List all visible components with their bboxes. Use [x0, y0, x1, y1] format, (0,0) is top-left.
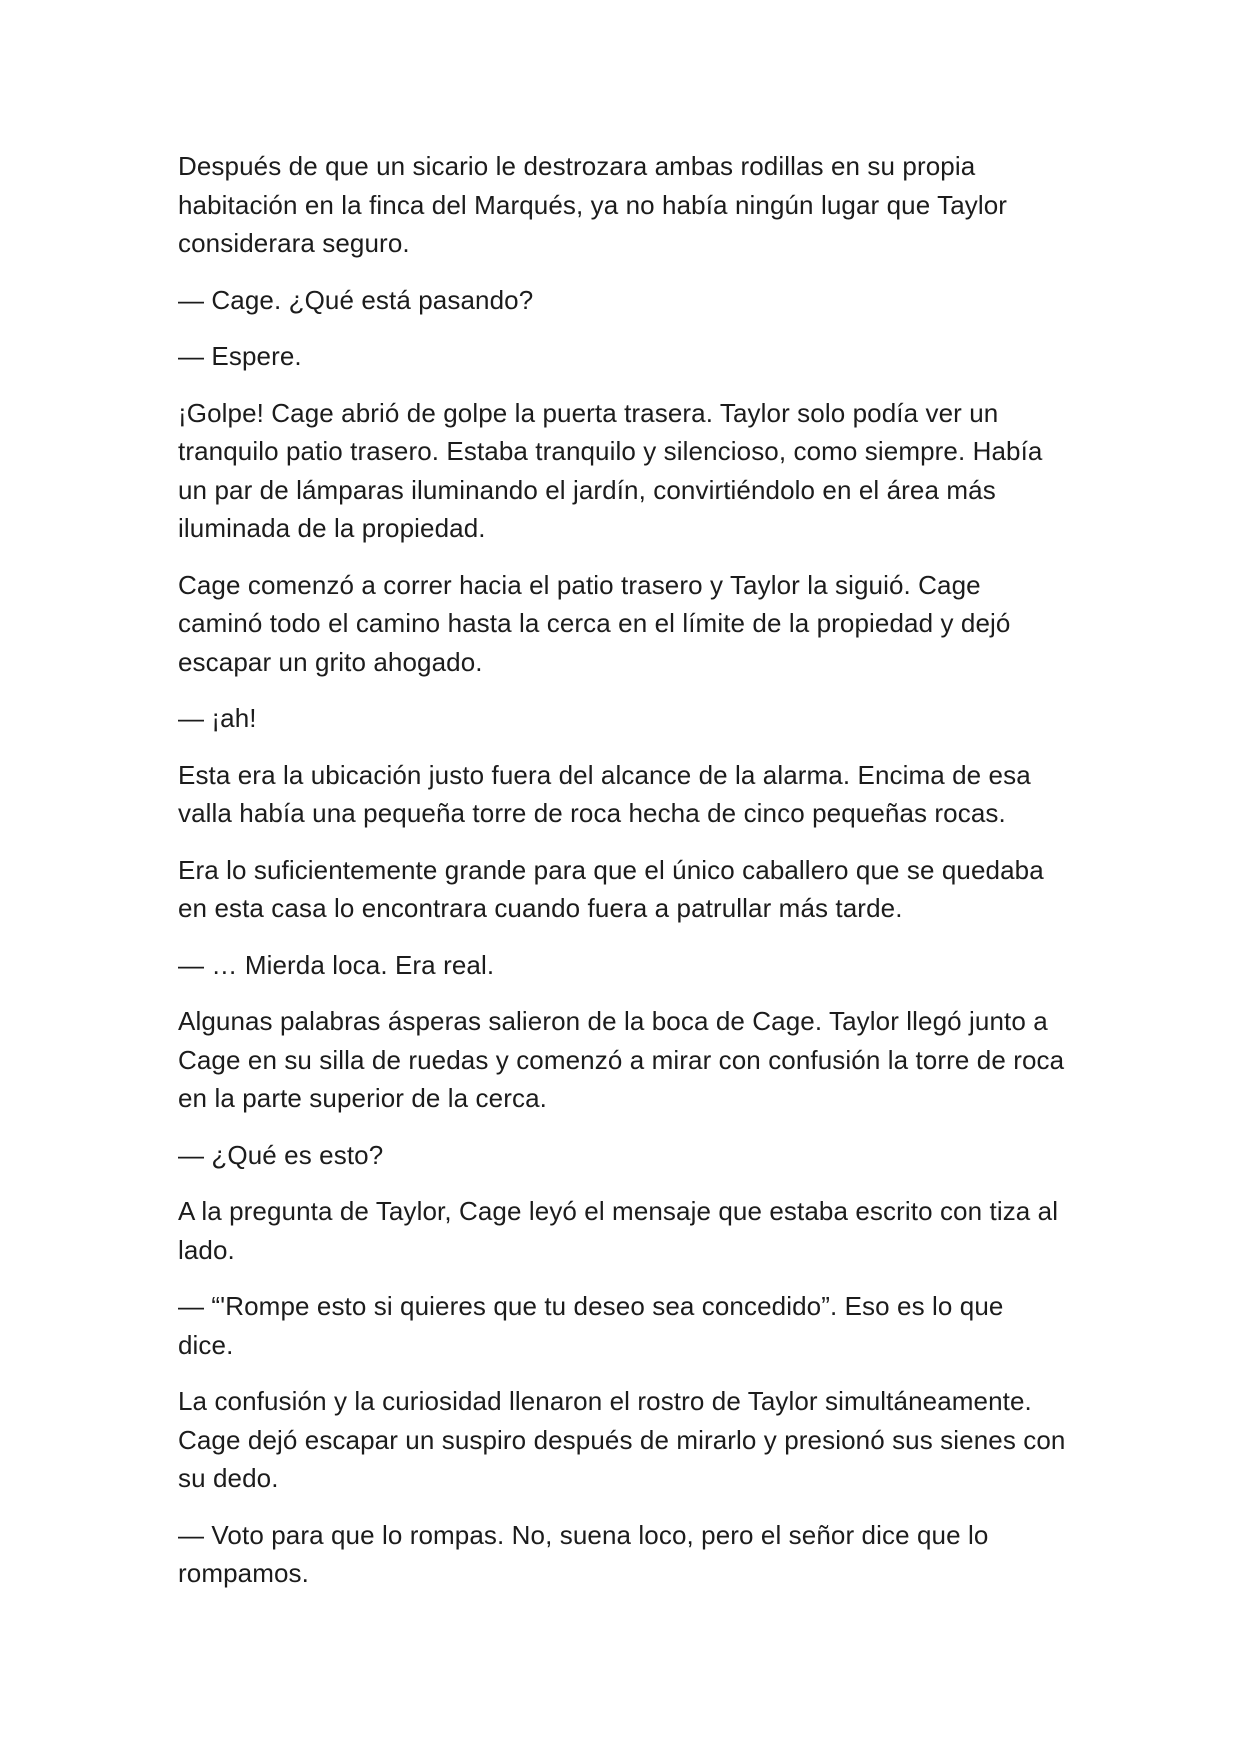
paragraph	[178, 1382, 1078, 1498]
paragraph	[178, 147, 1078, 263]
text-line: — Cage. ¿Qué está pasando?	[178, 284, 534, 315]
text-line: considerara seguro.	[178, 228, 410, 258]
paragraph	[178, 1287, 1078, 1364]
paragraph	[178, 1192, 1078, 1269]
text-line: valla había una pequeña torre de roca hecha de cinco pequeñas rocas.	[178, 798, 1006, 828]
text-line: en la parte superior de la cerca.	[178, 1083, 547, 1113]
text-line: — … Mierda loca. Era real.	[178, 949, 495, 980]
paragraph	[178, 1136, 1078, 1175]
paragraph	[178, 281, 1078, 320]
text-line: Cage en su silla de ruedas y comenzó a mirar con confusión la torre de roca	[178, 1044, 1065, 1075]
document-body	[178, 147, 1078, 1611]
text-line: — Espere.	[178, 341, 302, 371]
paragraph	[178, 756, 1078, 833]
paragraph	[178, 566, 1078, 682]
text-line: dice.	[178, 1329, 234, 1360]
text-line: La confusión y la curiosidad llenaron el rostro de Taylor simultáneamente.	[178, 1386, 1032, 1416]
text-line: escapar un grito ahogado.	[178, 646, 483, 677]
text-line: rompamos.	[178, 1558, 309, 1588]
text-line: ¡Golpe! Cage abrió de golpe la puerta trasera. Taylor solo podía ver un	[178, 397, 999, 428]
text-line: habitación en la finca del Marqués, ya no había ningún lugar que Taylor	[178, 189, 1008, 220]
paragraph	[178, 851, 1078, 928]
paragraph	[178, 337, 1078, 376]
text-line: Cage comenzó a correr hacia el patio trasero y Taylor la siguió. Cage	[178, 569, 981, 600]
text-line: en esta casa lo encontrara cuando fuera a patrullar más tarde.	[178, 893, 903, 923]
text-line: Después de que un sicario le destrozara ambas rodillas en su propia	[178, 151, 976, 181]
text-line: A la pregunta de Taylor, Cage leyó el mensaje que estaba escrito con tiza al	[178, 1196, 1059, 1226]
paragraph	[178, 946, 1078, 985]
text-line: — “'Rompe esto si quieres que tu deseo sea concedido”. Eso es lo que	[178, 1291, 1004, 1321]
paragraph	[178, 1002, 1078, 1118]
text-line: caminó todo el camino hasta la cerca en el límite de la propiedad y dejó	[178, 608, 1011, 638]
text-line: su dedo.	[178, 1463, 279, 1493]
text-line: Esta era la ubicación justo fuera del alcance de la alarma. Encima de esa	[178, 759, 1031, 790]
text-line: — ¿Qué es esto?	[178, 1139, 384, 1170]
text-line: un par de lámparas iluminando el jardín, convirtiéndolo en el área más	[178, 474, 996, 505]
text-line: Era lo suficientemente grande para que el único caballero que se quedaba	[178, 854, 1044, 885]
text-line: Algunas palabras ásperas salieron de la boca de Cage. Taylor llegó junto a	[178, 1006, 1048, 1036]
text-line: — ¡ah!	[178, 703, 257, 733]
text-line: iluminada de la propiedad.	[178, 513, 486, 543]
paragraph	[178, 1516, 1078, 1593]
paragraph	[178, 699, 1078, 738]
text-line: tranquilo patio trasero. Estaba tranquilo y silencioso, como siempre. Había	[178, 436, 1043, 466]
text-line: Cage dejó escapar un suspiro después de mirarlo y presionó sus sienes con	[178, 1424, 1066, 1455]
paragraph	[178, 394, 1078, 548]
text-line: lado.	[178, 1234, 235, 1265]
text-line: — Voto para que lo rompas. No, suena loco, pero el señor dice que lo	[178, 1519, 989, 1550]
